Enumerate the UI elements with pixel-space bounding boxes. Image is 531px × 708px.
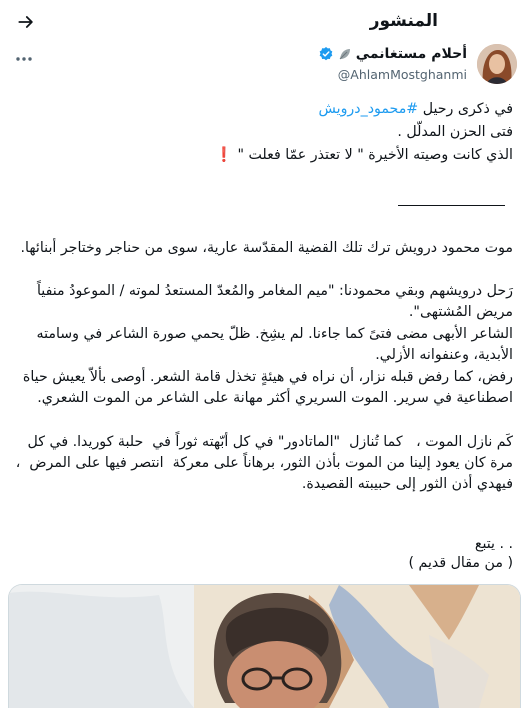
post-line-2: فتى الحزن المدلّل . [397,124,513,140]
author-name[interactable]: أحلام مستغانمي [355,46,467,62]
post-image[interactable] [8,584,521,708]
portrait-image [9,585,520,708]
top-bar [0,0,531,44]
verified-badge-icon [318,46,334,62]
author-name-row[interactable] [318,46,467,62]
post-paragraph-2: رَحل درويشهم وبقي محمودنا: "ميم المغامر والمُعدّ المستعدُ لموته / الموعودُ منفياً مريض المُشتهى". [32,283,513,320]
post-paragraph-4: رفض، كما رفض قبله نزار، أن نراه في هيئةٍ تخذل قامة الشعر. أوصى بألاّ يعيش حياة اصطناعية في سرير. الموت السريري أكثر مهانة على الشاعر من الموت الشعري. [18,369,513,406]
post-paragraph-5: كَم نازل الموت ، كما تُنازل "الماتادور" في كل أبّهته ثوراً في حلبة كوريدا. في كل مرة كان يعود إلينا من الموت بأذن الثور، برهاناً على معركة انتصر فيها على المرض ، فيهدي أذن الثور إلى حبيبته القصيدة. [6,434,513,492]
post-continued: . . يتبع [474,536,513,552]
author-handle[interactable]: @AhlamMostghanmi [337,67,467,82]
arrow-right-icon [16,12,36,32]
avatar[interactable] [477,44,517,84]
more-horizontal-icon [15,56,33,62]
text-divider [398,205,505,206]
hashtag-link[interactable]: #محمود_درويش [318,101,419,117]
post-source-note: ( من مقال قديم ) [408,555,513,571]
post-line-1 [13,99,513,120]
author-row [0,40,531,90]
post-paragraph-1: موت محمود درويش ترك تلك القضية المقدّسة عارية، سوى من حناجر وختاجر أبنائها. [20,240,513,256]
leaf-emoji-icon [338,47,352,61]
more-options-button[interactable] [12,50,36,68]
post-paragraph-3: الشاعر الأبهى مضى فتىً كما جاءنا. لم يشِخ. ظلّ يحمي صورة الشاعر في وسامته الأبدية، وعنفوانه الأزلي. [31,326,513,363]
post-line-3 [13,145,513,166]
post-intro-text: في ذكرى رحيل [418,101,513,117]
post-quote-text: الذي كانت وصيته الأخيرة " لا تعتذر عمّا فعلت " [232,147,513,163]
back-button[interactable] [12,8,40,36]
page-title: المنشور [369,11,438,31]
exclamation-emoji: ❗ [215,147,233,163]
